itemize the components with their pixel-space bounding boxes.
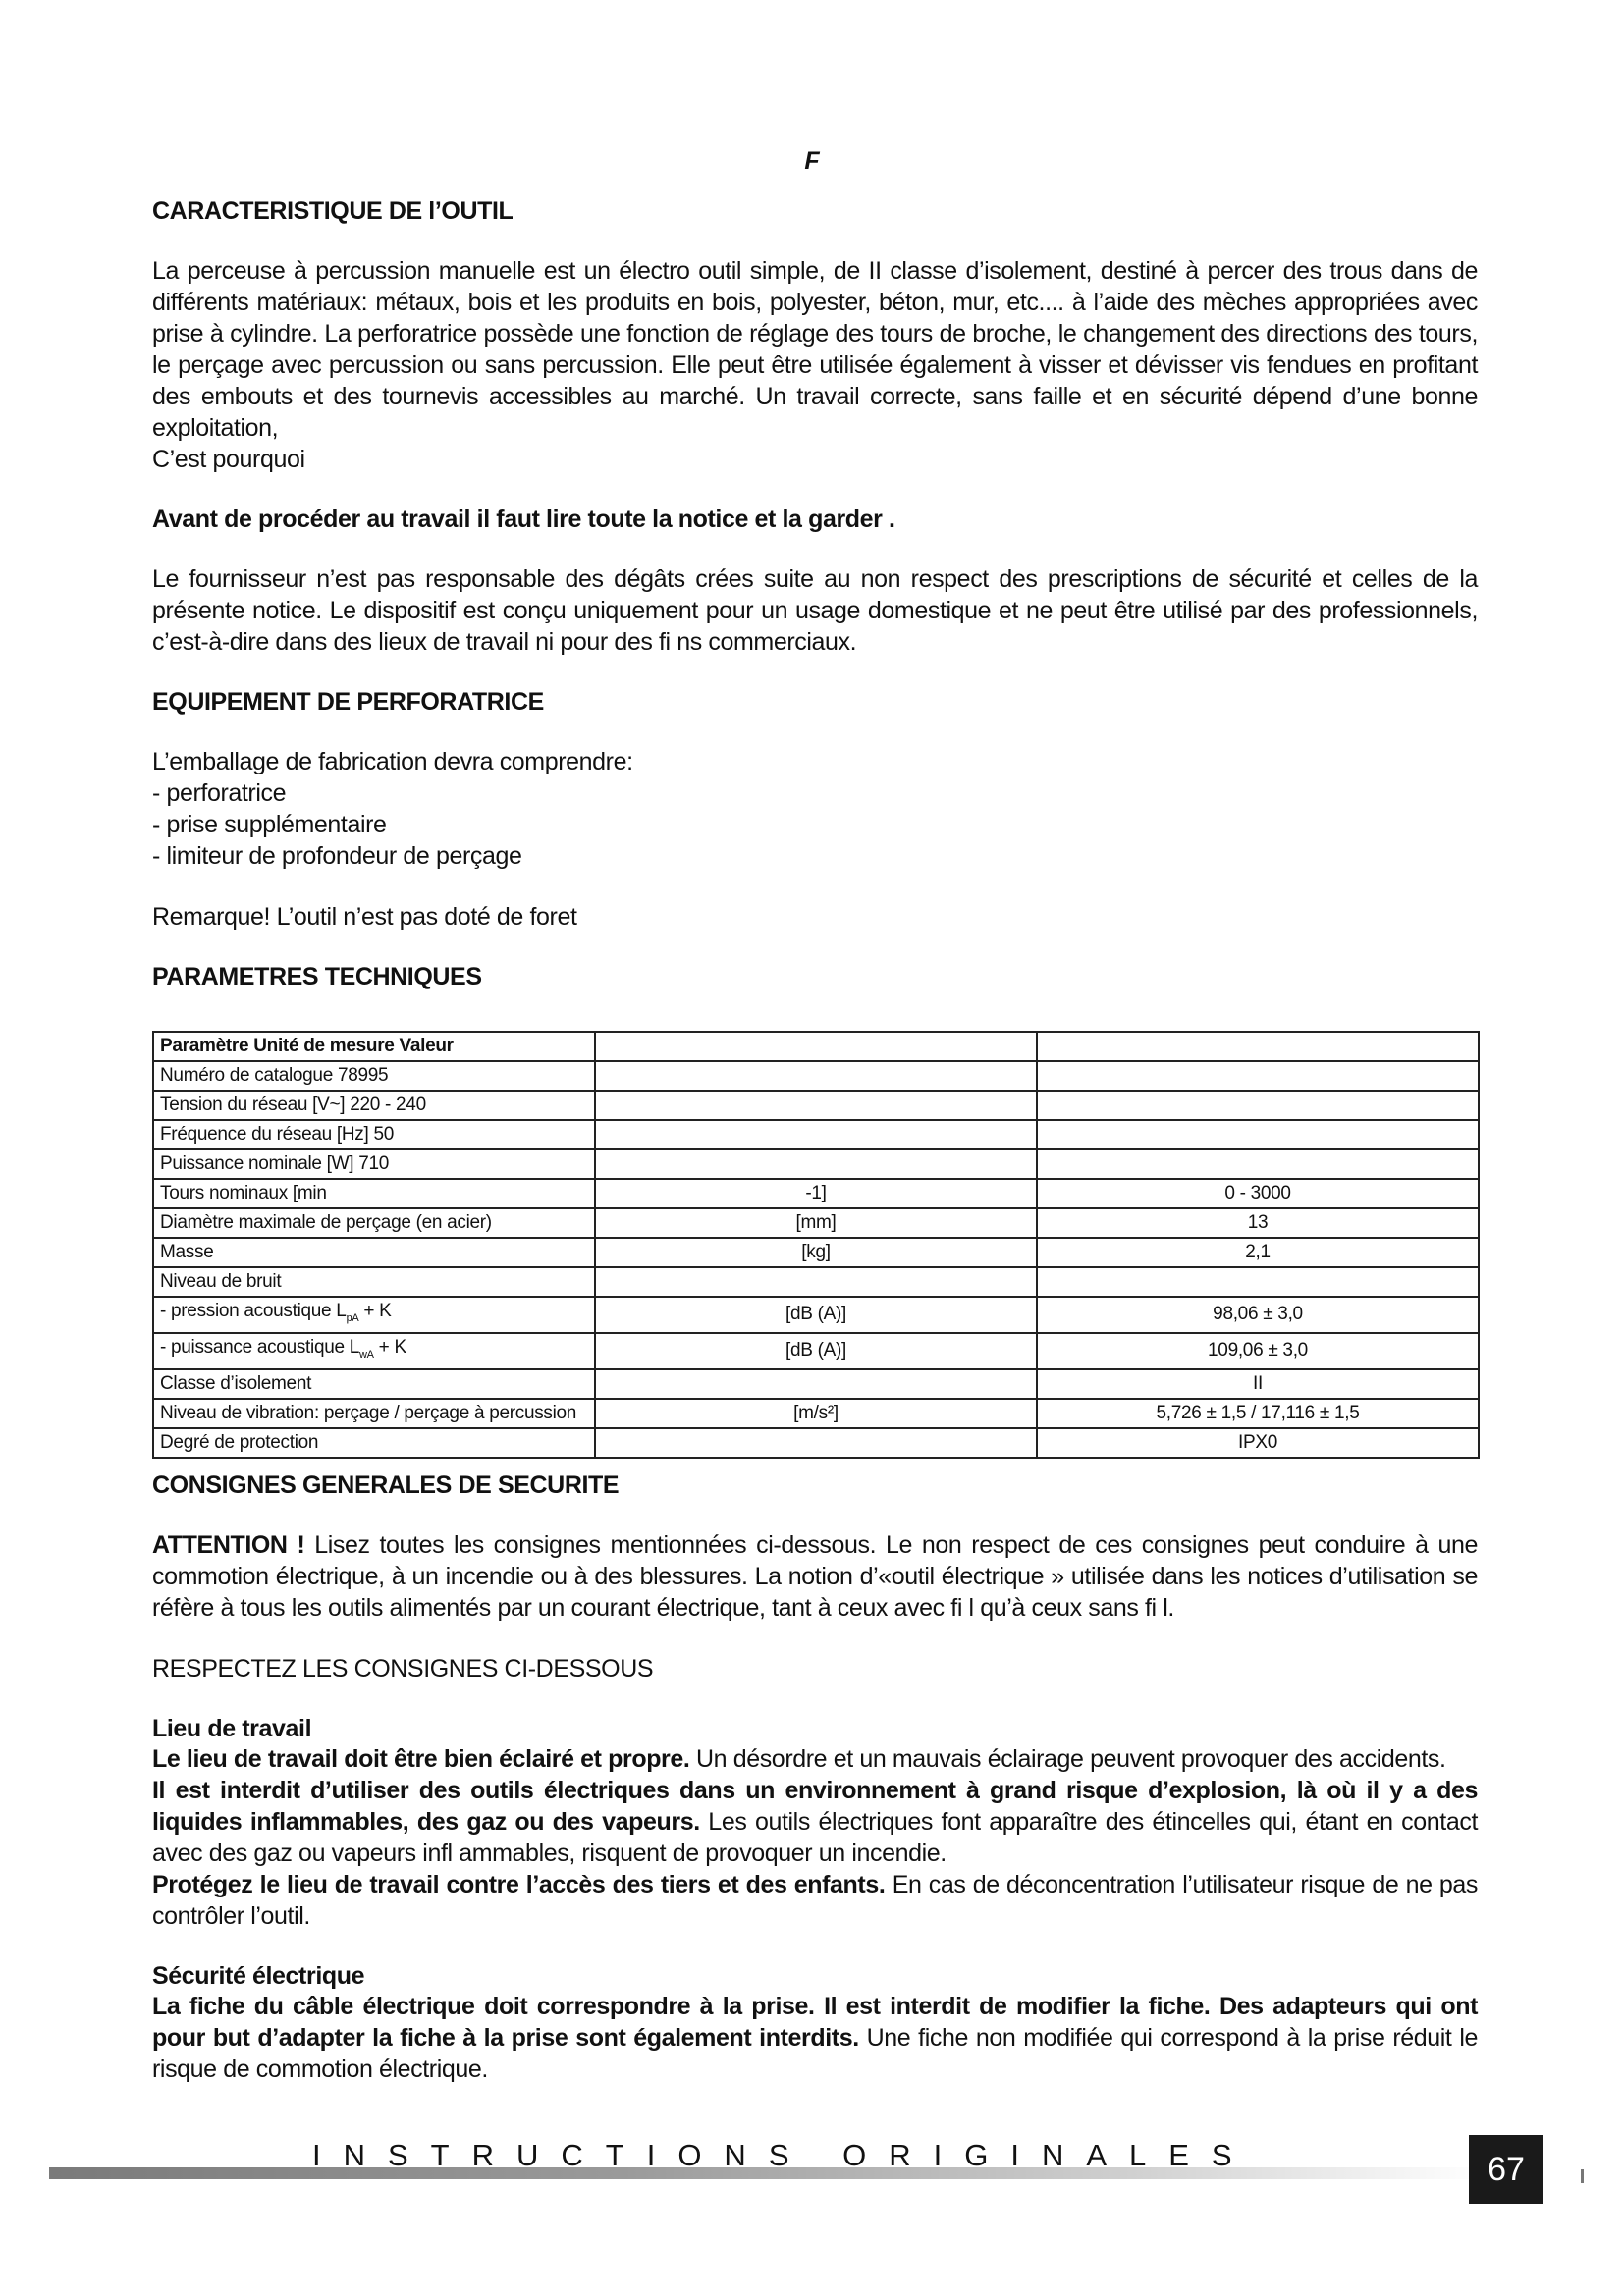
table-row: Puissance nominale [W] 710 bbox=[153, 1149, 1479, 1179]
paragraph-attention: ATTENTION ! Lisez toutes les consignes mentionnées ci-dessous. Le non respect de ces consignes peut conduire à une commotion électrique, à un incendie ou à des blessures. La notion d’«outil électrique » utilisée dans les notices d’utilisation se réfère à tous les outils alimentés par un courant électrique, tant à ceux avec fi l qu’à ceux sans fi l. bbox=[152, 1530, 1479, 1622]
equipment-item: - limiteur de profondeur de perçage bbox=[152, 842, 522, 870]
table-row: - puissance acoustique $L_{wA} + K$ [dB (A)] 109,06 ± 3,0 bbox=[153, 1333, 1479, 1369]
subheading-workplace: Lieu de travail bbox=[152, 1714, 312, 1742]
technical-parameters-table bbox=[152, 1031, 1480, 1459]
section-heading-equipment: EQUIPEMENT DE PERFORATRICE bbox=[152, 688, 544, 716]
section-heading-characteristics: CARACTERISTIQUE DE l’OUTIL bbox=[152, 197, 514, 225]
table-row: Tension du réseau [V~] 220 - 240 bbox=[153, 1091, 1479, 1120]
page-tick-mark bbox=[1581, 2169, 1584, 2183]
table-row: Niveau de vibration: perçage / perçage à percussion [m/s²] 5,726 ± 1,5 / 17,116 ± 1,5 bbox=[153, 1399, 1479, 1428]
paragraph-electrical-1: La fiche du câble électrique doit correspondre à la prise. Il est interdit de modifier la fiche. Des adapteurs qui ont pour but d’adapter la fiche à la prise sont également interdits. Une fiche non modifiée qui correspond à la prise réduit le risque de commotion électrique. bbox=[152, 1992, 1478, 2083]
table-row: Numéro de catalogue 78995 bbox=[153, 1061, 1479, 1091]
table-header-cell bbox=[1037, 1032, 1479, 1061]
paragraph-description: La perceuse à percussion manuelle est un électro outil simple, de II classe d’isolement, destiné à percer des trous dans de différents matériaux: métaux, bois et les produits en bois, polyester, béton, mur, etc.... à l’aide des mèches appropriées avec prise à cylindre. La perforatrice possède une fonction de réglage des tours de broche, le changement des directions des tours, le perçage avec percussion ou sans percussion. Elle peut être utilisée également à visser et dévisser vis fendues en profitant des embouts et des tournevis accessibles au marché. Un travail correcte, sans faille et en sécurité dépend d’une bonne exploitation, C’est pourquoi bbox=[152, 257, 1478, 473]
table-row: Masse [kg] 2,1 bbox=[153, 1238, 1479, 1267]
table-header-cell: Paramètre Unité de mesure Valeur bbox=[153, 1032, 595, 1061]
section-heading-technical: PARAMETRES TECHNIQUES bbox=[152, 963, 482, 990]
paragraph-workplace-3: Protégez le lieu de travail contre l’accès des tiers et des enfants. En cas de déconcentration l’utilisateur risque de ne pas contrôler l’outil. bbox=[152, 1870, 1479, 1930]
bold-reading-note: Avant de procéder au travail il faut lire toute la notice et la garder . bbox=[152, 506, 895, 533]
table-row: - pression acoustique $L_{pA} + K$ [dB (A)] 98,06 ± 3,0 bbox=[153, 1297, 1479, 1333]
table-row: Degré de protection IPX0 bbox=[153, 1428, 1479, 1458]
table-row: Fréquence du réseau [Hz] 50 bbox=[153, 1120, 1479, 1149]
language-marker: F bbox=[804, 147, 820, 175]
footer-label: INSTRUCTIONS ORIGINALES bbox=[312, 2138, 1255, 2172]
paragraph-workplace-1: Le lieu de travail doit être bien éclairé et propre. Un désordre et un mauvais éclairage peuvent provoquer des accidents. bbox=[152, 1744, 1446, 1773]
respect-line: RESPECTEZ LES CONSIGNES CI-DESSOUS bbox=[152, 1654, 654, 1682]
page-number: 67 bbox=[1469, 2135, 1543, 2204]
equipment-item: - perforatrice bbox=[152, 779, 287, 807]
section-heading-safety: CONSIGNES GENERALES DE SECURITE bbox=[152, 1470, 620, 1499]
subheading-electrical-safety: Sécurité électrique bbox=[152, 1961, 365, 1990]
table-row: Tours nominaux [min -1] 0 - 3000 bbox=[153, 1179, 1479, 1208]
table-header-cell bbox=[595, 1032, 1037, 1061]
paragraph-responsibility: Le fournisseur n’est pas responsable des dégâts crées suite au non respect des prescriptions de sécurité et celles de la présente notice. Le dispositif est conçu uniquement pour un usage domestique et ne peut être utilisé par des professionnels, c’est-à-dire dans des lieux de travail ni pour des fi ns commerciaux. bbox=[152, 565, 1478, 656]
equipment-item: - prise supplémentaire bbox=[152, 811, 387, 838]
paragraph-workplace-2: Il est interdit d’utiliser des outils électriques dans un environnement à grand risque d’explosion, là où il y a des liquides inflammables, des gaz ou des vapeurs. Les outils électriques font apparaître des étincelles qui, étant en contact avec des gaz ou vapeurs infl ammables, risquent de provoquer un incendie. bbox=[152, 1776, 1478, 1867]
table-row: Niveau de bruit bbox=[153, 1267, 1479, 1297]
equipment-remark: Remarque! L’outil n’est pas doté de foret bbox=[152, 903, 577, 931]
table-row: Classe d’isolement II bbox=[153, 1369, 1479, 1399]
table-header-row bbox=[153, 1032, 1479, 1061]
table-row: Diamètre maximale de perçage (en acier) [mm] 13 bbox=[153, 1208, 1479, 1238]
equipment-intro: L’emballage de fabrication devra comprendre: bbox=[152, 748, 633, 775]
page-content bbox=[152, 196, 1478, 2085]
